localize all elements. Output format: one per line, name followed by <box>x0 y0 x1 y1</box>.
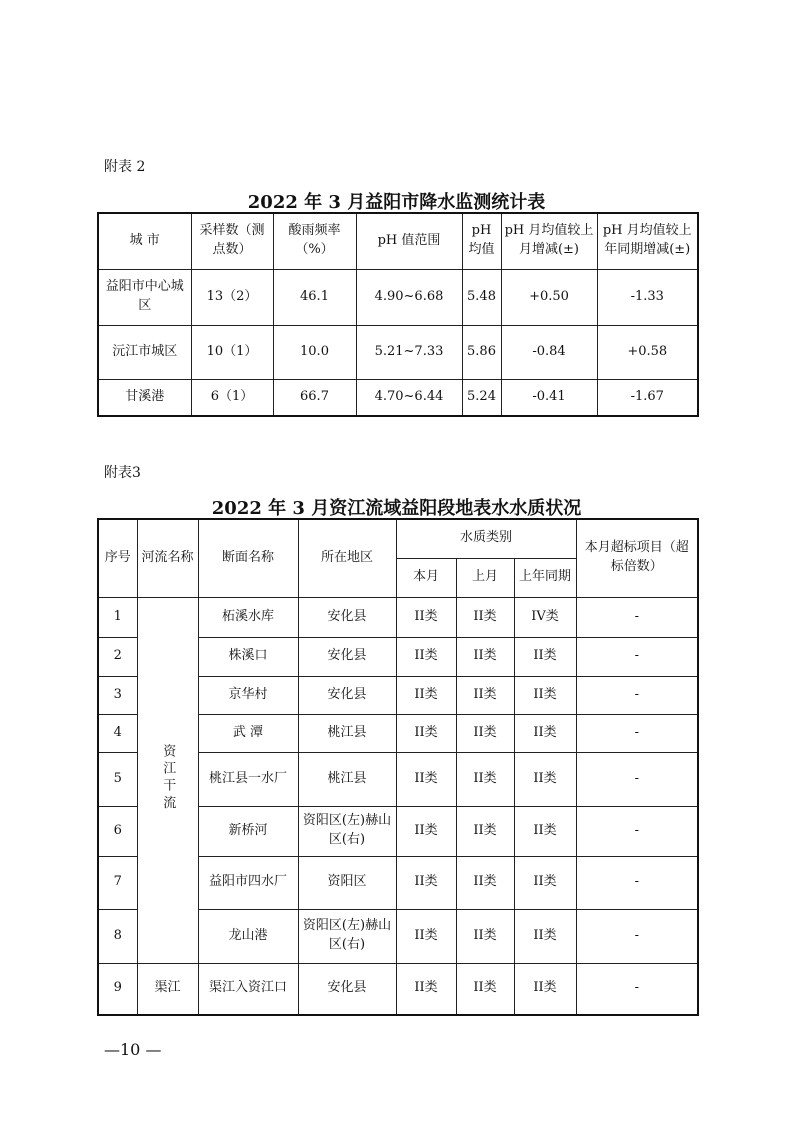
cell: -1.67 <box>597 379 698 416</box>
cell: 武 潭 <box>198 714 298 752</box>
cell: - <box>576 676 698 714</box>
cell: -1.33 <box>597 269 698 325</box>
page-number: —10 — <box>104 1040 162 1059</box>
header-row <box>98 213 698 269</box>
cell: 2 <box>98 637 137 676</box>
cell: II类 <box>456 909 514 963</box>
cell: II类 <box>514 806 576 856</box>
header-area: 所在地区 <box>298 519 396 597</box>
header-cell: pH 月均值较上月增减(±) <box>501 213 597 269</box>
table2-label: 附表 2 <box>104 159 146 175</box>
cell: II类 <box>396 963 456 1015</box>
cell: II类 <box>396 676 456 714</box>
cell: 安化县 <box>298 963 396 1015</box>
cell: II类 <box>396 714 456 752</box>
cell: -0.41 <box>501 379 597 416</box>
cell: 新桥河 <box>198 806 298 856</box>
cell: II类 <box>514 963 576 1015</box>
header-exceed: 本月超标项目（超标倍数） <box>576 519 698 597</box>
header-section: 断面名称 <box>198 519 298 597</box>
header-no: 序号 <box>98 519 137 597</box>
cell: 甘溪港 <box>98 379 191 416</box>
cell: II类 <box>396 597 456 637</box>
cell: 益阳市四水厂 <box>198 856 298 909</box>
cell: 7 <box>98 856 137 909</box>
table-row <box>98 269 698 325</box>
cell: II类 <box>456 714 514 752</box>
header-river: 河流名称 <box>137 519 198 597</box>
cell: 5 <box>98 752 137 806</box>
cell: 渠江入资江口 <box>198 963 298 1015</box>
cell: II类 <box>514 856 576 909</box>
cell: II类 <box>514 752 576 806</box>
cell: 6（1） <box>191 379 273 416</box>
cell: +0.50 <box>501 269 597 325</box>
cell: 桃江县 <box>298 714 396 752</box>
cell: 5.21~7.33 <box>356 325 462 379</box>
cell: 5.24 <box>462 379 501 416</box>
cell: 66.7 <box>273 379 356 416</box>
cell: 10.0 <box>273 325 356 379</box>
cell: 4.90~6.68 <box>356 269 462 325</box>
cell: II类 <box>514 676 576 714</box>
cell: II类 <box>514 637 576 676</box>
header-quality: 水质类别 <box>396 519 576 558</box>
table-row <box>98 963 698 1015</box>
cell: +0.58 <box>597 325 698 379</box>
cell: II类 <box>456 963 514 1015</box>
cell: 株溪口 <box>198 637 298 676</box>
table-row <box>98 325 698 379</box>
cell: 京华村 <box>198 676 298 714</box>
cell: 4.70~6.44 <box>356 379 462 416</box>
cell: - <box>576 963 698 1015</box>
cell: - <box>576 637 698 676</box>
cell: - <box>576 856 698 909</box>
cell: 龙山港 <box>198 909 298 963</box>
cell: II类 <box>456 637 514 676</box>
header-cell: pH 均值 <box>462 213 501 269</box>
header-last-year: 上年同期 <box>514 558 576 597</box>
cell: II类 <box>456 676 514 714</box>
cell: 安化县 <box>298 597 396 637</box>
cell: - <box>576 806 698 856</box>
header-this-month: 本月 <box>396 558 456 597</box>
cell: 桃江县 <box>298 752 396 806</box>
cell: 柘溪水库 <box>198 597 298 637</box>
cell: 沅江市城区 <box>98 325 191 379</box>
cell: 1 <box>98 597 137 637</box>
cell: - <box>576 752 698 806</box>
cell: 8 <box>98 909 137 963</box>
cell: - <box>576 597 698 637</box>
river-main-label: 资 江 干 流 <box>160 744 176 809</box>
cell: 4 <box>98 714 137 752</box>
header-cell: pH 值范围 <box>356 213 462 269</box>
cell: 益阳市中心城区 <box>98 269 191 325</box>
header-last-month: 上月 <box>456 558 514 597</box>
header-row <box>98 519 698 558</box>
cell: 安化县 <box>298 676 396 714</box>
table3-label: 附表3 <box>104 465 141 481</box>
cell: - <box>576 909 698 963</box>
cell: II类 <box>456 806 514 856</box>
cell: - <box>576 714 698 752</box>
cell: 资阳区(左)赫山区(右) <box>298 806 396 856</box>
cell: II类 <box>514 909 576 963</box>
header-cell: pH 月均值较上年同期增减(±) <box>597 213 698 269</box>
river-main-cell <box>137 597 198 963</box>
cell: II类 <box>514 714 576 752</box>
header-cell: 城 市 <box>98 213 191 269</box>
water-quality-table <box>97 518 699 1016</box>
header-cell: 酸雨频率（%） <box>273 213 356 269</box>
cell: II类 <box>396 806 456 856</box>
cell: 渠江 <box>137 963 198 1015</box>
cell: II类 <box>396 637 456 676</box>
cell: 资阳区(左)赫山区(右) <box>298 909 396 963</box>
cell: 5.86 <box>462 325 501 379</box>
table-row <box>98 597 698 637</box>
cell: 6 <box>98 806 137 856</box>
table-row <box>98 379 698 416</box>
cell: II类 <box>396 752 456 806</box>
cell: -0.84 <box>501 325 597 379</box>
header-cell: 采样数（测点数） <box>191 213 273 269</box>
cell: II类 <box>456 752 514 806</box>
table3-title: 2022 年 3 月资江流域益阳段地表水水质状况 <box>211 498 582 519</box>
cell: 46.1 <box>273 269 356 325</box>
cell: 安化县 <box>298 637 396 676</box>
cell: IV类 <box>514 597 576 637</box>
cell: II类 <box>396 909 456 963</box>
cell: 13（2） <box>191 269 273 325</box>
cell: II类 <box>396 856 456 909</box>
precipitation-table <box>97 212 699 417</box>
cell: 桃江县一水厂 <box>198 752 298 806</box>
cell: 5.48 <box>462 269 501 325</box>
cell: II类 <box>456 856 514 909</box>
cell: 10（1） <box>191 325 273 379</box>
cell: II类 <box>456 597 514 637</box>
table2-title: 2022 年 3 月益阳市降水监测统计表 <box>247 192 546 213</box>
cell: 3 <box>98 676 137 714</box>
cell: 资阳区 <box>298 856 396 909</box>
cell: 9 <box>98 963 137 1015</box>
